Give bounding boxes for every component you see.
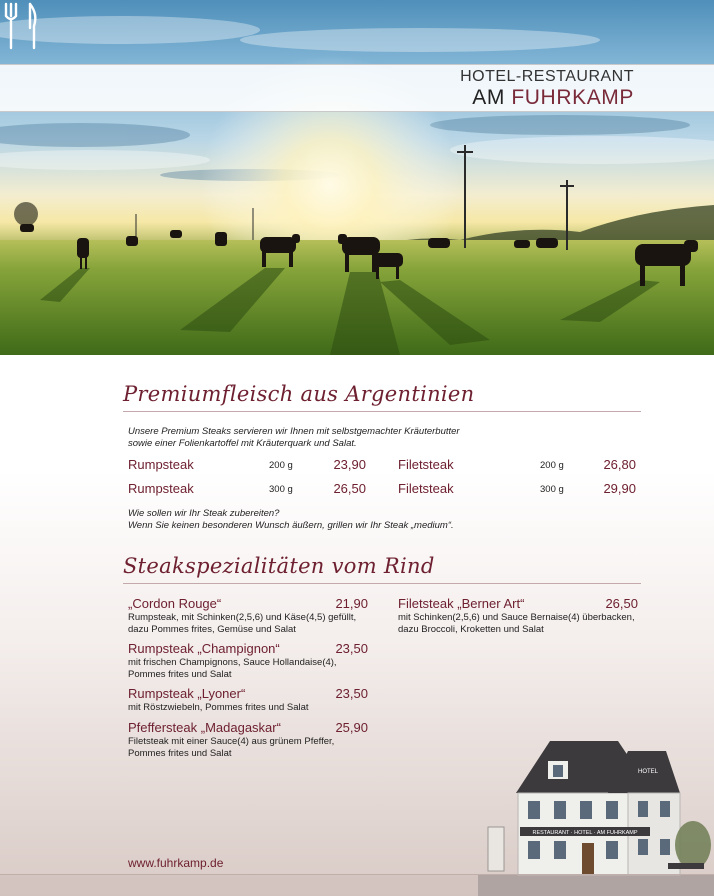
dish-description: Rumpsteak, mit Schinken(2,5,6) und Käse(4,5) gefüllt, dazu Pommes frites, Gemüse und Salat [128,612,357,635]
footer-bar [0,874,714,896]
dish-name: Rumpsteak [128,481,194,496]
dish-price: 25,90 [335,720,368,735]
dish-weight: 200 g [540,460,564,471]
dish-price: 23,50 [335,686,368,701]
dish-price: 26,80 [603,457,636,472]
brand-name-top: HOTEL-RESTAURANT [460,68,634,85]
specialty-item [128,720,368,760]
dish-description: mit Schinken(2,5,6) und Sauce Bernaise(4) überbacken, dazu Broccoli, Kroketten und Salat [398,612,635,635]
dish-weight: 300 g [269,484,293,495]
dish-name: Pfeffersteak „Madagaskar“ [128,720,281,735]
specialty-item [128,641,368,681]
dish-name: Rumpsteak [128,457,194,472]
premium-item [398,457,638,475]
specialty-item [128,596,368,636]
specialty-item [128,686,368,714]
website-link[interactable]: www.fuhrkamp.de [128,856,224,870]
cattle-pasture-illustration [0,0,714,355]
dish-price: 26,50 [333,481,366,496]
dish-name: „Cordon Rouge“ [128,596,222,611]
section-title-premium: Premiumfleisch aus Argentinien [123,382,641,412]
dish-price: 23,90 [333,457,366,472]
building-sign-top: HOTEL [637,769,659,775]
section-title-specialties: Steakspezialitäten vom Rind [123,554,641,584]
premium-item [398,481,638,499]
premium-item [128,481,368,499]
premium-note-line1: Wie sollen wir Ihr Steak zubereiten? [128,508,280,519]
dish-price: 23,50 [335,641,368,656]
premium-item [128,457,368,475]
dish-name: Rumpsteak „Lyoner“ [128,686,246,701]
dish-weight: 200 g [269,460,293,471]
premium-note-line2: Wenn Sie keinen besonderen Wunsch äußern, grillen wir Ihr Steak „medium“. [128,520,454,531]
brand-accent: FUHRKAMP [511,86,634,109]
brand-prefix: AM [472,86,512,109]
dish-price: 29,90 [603,481,636,496]
specialty-item [398,596,638,636]
dish-weight: 300 g [540,484,564,495]
premium-intro-line1: Unsere Premium Steaks servieren wir Ihnen mit selbstgemachter Kräuterbutter [128,426,460,437]
dish-description: mit frischen Champignons, Sauce Hollandaise(4), Pommes frites und Salat [128,657,337,680]
building-sign: RESTAURANT · HOTEL · AM FUHRKAMP [532,830,638,836]
premium-intro [128,426,548,450]
dish-name: Filetsteak [398,481,454,496]
premium-note [128,508,608,532]
hero-photo [0,0,714,355]
hotel-building-illustration [478,735,714,896]
dish-name: Rumpsteak „Champignon“ [128,641,280,656]
dish-name: Filetsteak „Berner Art“ [398,596,525,611]
premium-intro-line2: sowie einer Folienkartoffel mit Kräuterquark und Salat. [128,438,357,449]
dish-price: 21,90 [335,596,368,611]
dish-name: Filetsteak [398,457,454,472]
dish-price: 26,50 [605,596,638,611]
dish-description: Filetsteak mit einer Sauce(4) aus grünem Pfeffer, Pommes frites und Salat [128,736,335,759]
dish-description: mit Röstzwiebeln, Pommes frites und Salat [128,702,309,713]
brand-name-bottom [472,86,634,110]
fork-knife-icon [0,0,44,52]
